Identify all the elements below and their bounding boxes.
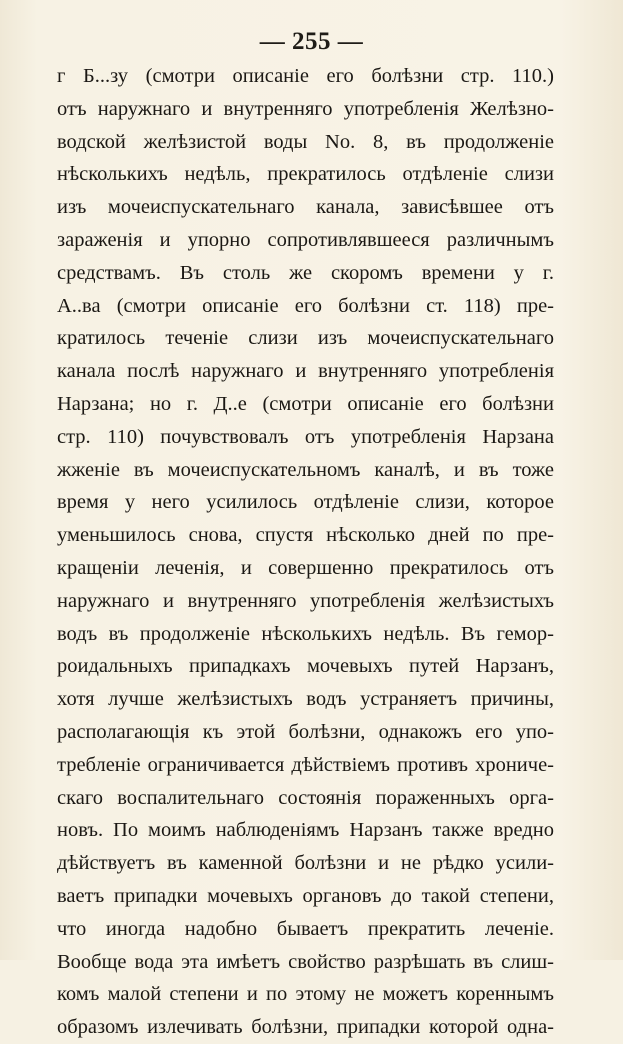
text-line: дѣйствуетъ въ каменной болѣзни и не рѣдко усили- xyxy=(57,852,554,875)
text-line: образомъ излечивать болѣзни, припадки которой одна- xyxy=(57,1016,554,1039)
text-line: хотя лучше желѣзистыхъ водъ устраняетъ причины, xyxy=(57,688,554,711)
body-text xyxy=(57,60,554,1044)
text-line: требленіе ограничивается дѣйствіемъ противъ хрониче- xyxy=(57,753,554,776)
text-line: отъ наружнаго и внутренняго употребленія Желѣзно- xyxy=(57,97,554,120)
text-line: водской желѣзистой воды No. 8, въ продолженіе xyxy=(57,130,554,153)
text-line: канала послѣ наружнаго и внутренняго употребленія xyxy=(57,360,554,383)
text-line: кратилось теченіе слизи изъ мочеиспускательнаго xyxy=(57,327,554,350)
text-line: наружнаго и внутренняго употребленія желѣзистыхъ xyxy=(57,589,554,612)
text-line: стр. 110) почувствовалъ отъ употребленія Нарзана xyxy=(57,425,554,448)
text-line: Нарзана; но г. Д..е (смотри описаніе его болѣзни xyxy=(57,392,554,415)
text-line: кращеніи леченія, и совершенно прекратилось отъ xyxy=(57,556,554,579)
text-line: уменьшилось снова, спустя нѣсколько дней по пре- xyxy=(57,524,554,547)
page-number-header: — 255 — xyxy=(259,28,364,55)
text-line: время у него усилилось отдѣленіе слизи, которое xyxy=(57,491,554,514)
text-line: комъ малой степени и по этому не можетъ кореннымъ xyxy=(57,983,554,1006)
text-line: скаго воспалительнаго состоянія пораженныхъ орга- xyxy=(57,786,554,809)
text-line: средствамъ. Въ столь же скоромъ времени у г. xyxy=(57,261,554,284)
text-line: нѣсколькихъ недѣль, прекратилось отдѣленіе слизи xyxy=(57,163,554,186)
text-line: что иногда надобно бываетъ прекратить леченіе. xyxy=(57,917,554,940)
text-line: изъ мочеиспускательнаго канала, зависѣвшее отъ xyxy=(57,196,554,219)
text-line: водъ въ продолженіе нѣсколькихъ недѣль. Въ гемор- xyxy=(57,622,554,645)
text-line: г Б...зу (смотри описаніе его болѣзни стр. 110.) xyxy=(57,65,554,87)
text-line: зараженія и упорно сопротивлявшееся различнымъ xyxy=(57,228,554,251)
text-line: располагающія къ этой болѣзни, однакожъ его упо- xyxy=(57,720,554,743)
text-line: Вообще вода эта имѣетъ свойство разрѣшать въ слиш- xyxy=(57,950,554,973)
text-line: ваетъ припадки мочевыхъ органовъ до такой степени, xyxy=(57,884,554,907)
text-line: А..ва (смотри описаніе его болѣзни ст. 118) пре- xyxy=(57,294,554,317)
text-line: жженіе въ мочеиспускательномъ каналѣ, и въ тоже xyxy=(57,458,554,481)
text-line: роидальныхъ припадкахъ мочевыхъ путей Нарзанъ, xyxy=(57,655,554,678)
text-line: новъ. По моимъ наблюденіямъ Нарзанъ также вредно xyxy=(57,819,554,842)
